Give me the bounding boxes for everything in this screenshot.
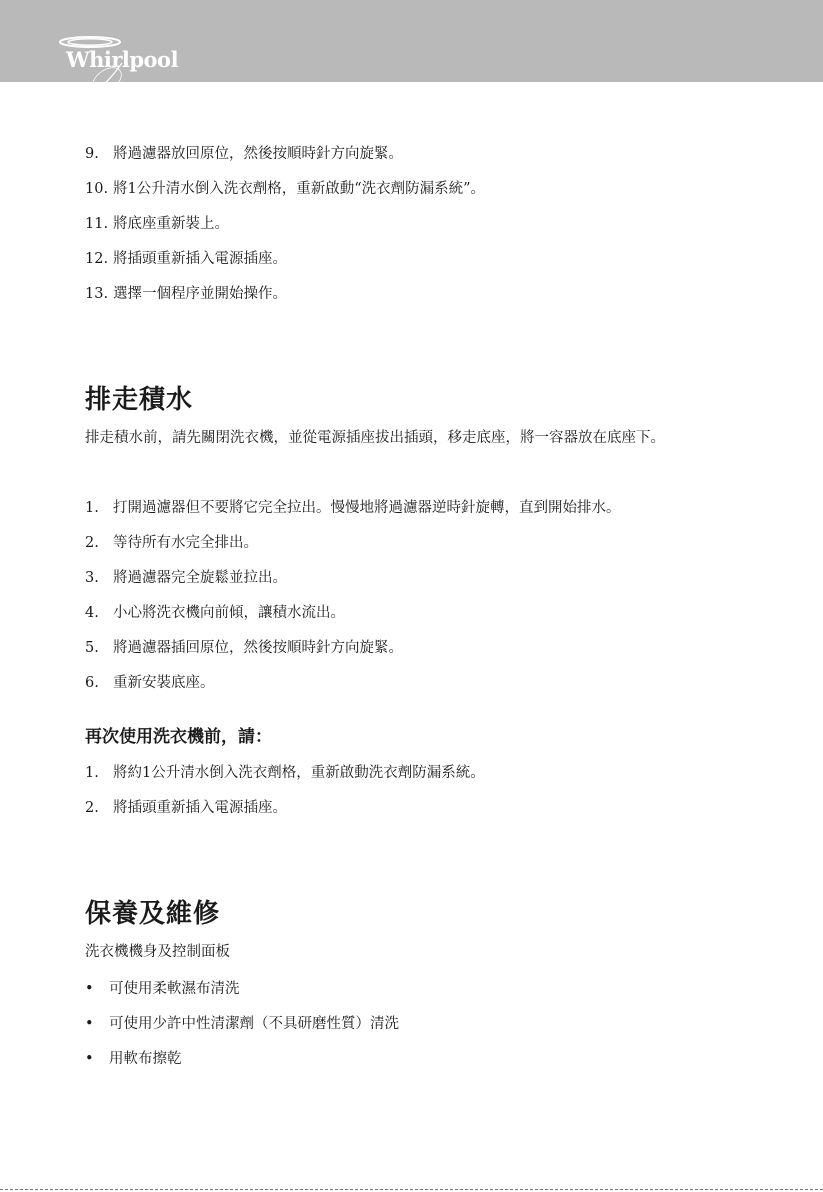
step-text: 將過濾器插回原位，然後按順時針方向旋緊。	[113, 640, 403, 656]
list-item	[85, 561, 783, 596]
logo-text: Whirlpool	[66, 47, 179, 72]
before-use-section	[85, 722, 783, 752]
list-item	[85, 242, 783, 277]
step-text: 將過濾器放回原位，然後按順時針方向旋緊。	[113, 146, 403, 162]
step-text: 重新安裝底座。	[113, 675, 215, 691]
step-text: 將約1公升清水倒入洗衣劑格，重新啟動洗衣劑防漏系統。	[113, 765, 485, 781]
list-item	[85, 172, 783, 207]
step-number: 1.	[85, 765, 99, 781]
step-text: 將1公升清水倒入洗衣劑格，重新啟動“洗衣劑防漏系統”。	[113, 181, 486, 197]
list-item	[85, 526, 783, 561]
steps-top-list	[85, 137, 783, 312]
bullet-icon: •	[85, 1051, 94, 1067]
step-number: 3.	[85, 570, 99, 586]
step-number: 6.	[85, 675, 99, 691]
care-bullet-list	[85, 972, 783, 1077]
care-subtitle: 洗衣機機身及控制面板	[85, 944, 230, 960]
step-number: 9.	[85, 146, 99, 162]
bullet-icon: •	[85, 981, 94, 997]
bullet-text: 可使用少許中性清潔劑（不具研磨性質）清洗	[109, 1016, 399, 1032]
step-number: 4.	[85, 605, 99, 621]
list-item	[85, 756, 783, 791]
step-number: 13.	[85, 286, 109, 302]
step-text: 將插頭重新插入電源插座。	[113, 251, 287, 267]
step-number: 1.	[85, 500, 99, 516]
list-item	[85, 1042, 783, 1077]
step-text: 將插頭重新插入電源插座。	[113, 800, 287, 816]
care-subtitle-wrap	[85, 934, 783, 970]
before-use-steps-section	[85, 756, 783, 826]
drain-section	[85, 380, 783, 420]
step-text: 打開過濾器但不要將它完全拉出。慢慢地將過濾器逆時針旋轉，直到開始排水。	[113, 500, 621, 516]
list-item	[85, 631, 783, 666]
list-item	[85, 277, 783, 312]
care-section	[85, 894, 783, 934]
list-item	[85, 791, 783, 826]
list-item	[85, 491, 783, 526]
bullet-text: 用軟布擦乾	[109, 1051, 182, 1067]
care-heading: 保養及維修	[85, 899, 221, 929]
footer-rule	[0, 1189, 823, 1190]
whirlpool-logo	[50, 28, 190, 98]
step-number: 2.	[85, 800, 99, 816]
list-item	[85, 972, 783, 1007]
bullet-icon: •	[85, 1016, 94, 1032]
step-number: 11.	[85, 216, 109, 232]
care-bullets-section	[85, 972, 783, 1077]
step-number: 10.	[85, 181, 109, 197]
step-number: 5.	[85, 640, 99, 656]
step-number: 2.	[85, 535, 99, 551]
list-item	[85, 137, 783, 172]
list-item	[85, 666, 783, 701]
list-item	[85, 207, 783, 242]
drain-steps-section	[85, 491, 783, 701]
list-item	[85, 1007, 783, 1042]
step-text: 將底座重新裝上。	[113, 216, 229, 232]
drain-heading: 排走積水	[85, 385, 194, 415]
before-use-list	[85, 756, 783, 826]
drain-intro	[85, 420, 783, 456]
drain-steps-list	[85, 491, 783, 701]
step-text: 選擇一個程序並開始操作。	[113, 286, 287, 302]
step-text: 小心將洗衣機向前傾，讓積水流出。	[113, 605, 345, 621]
step-number: 12.	[85, 251, 109, 267]
list-item	[85, 596, 783, 631]
drain-intro-text: 排走積水前，請先關閉洗衣機，並從電源插座拔出插頭，移走底座，將一容器放在底座下。	[85, 430, 665, 446]
bullet-text: 可使用柔軟濕布清洗	[109, 981, 240, 997]
step-text: 等待所有水完全排出。	[113, 535, 258, 551]
before-use-heading: 再次使用洗衣機前，請：	[85, 727, 272, 747]
steps-top-section	[85, 137, 783, 312]
step-text: 將過濾器完全旋鬆並拉出。	[113, 570, 287, 586]
